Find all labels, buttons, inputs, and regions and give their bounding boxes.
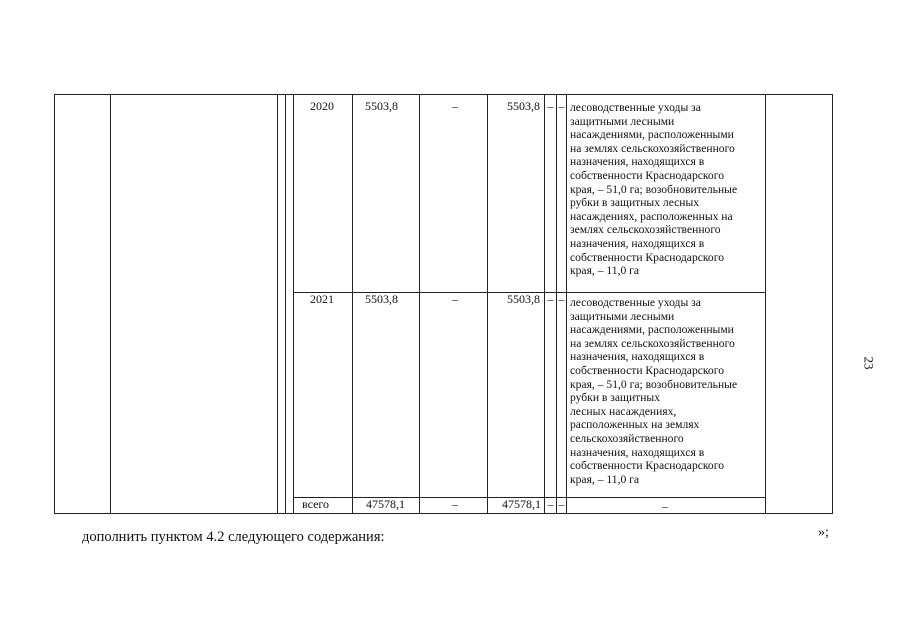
table-column-divider [352,94,353,514]
row-col-d: – [558,292,565,306]
total-col-b: 47578,1 [502,497,541,511]
total-col-c: – [547,497,554,511]
row-year: 2021 [310,292,334,306]
total-description: – [662,499,668,513]
row-year: 2020 [310,99,334,113]
row-description: лесоводственные уходы за защитными лесными насаждениями, расположенными на землях сельскохозяйственного назначения, находящихся в собственности Краснодарского края, – 51,0 га; возобновительные рубки в защитных лесных насаждениях, расположенных на землях сельскохозяйственного назначения, находящихся в собственности Краснодарского края, – 11,0 га [570,296,738,486]
row-col-a: – [452,99,458,113]
row-col-b: 5503,8 [507,292,540,306]
row-total: 5503,8 [365,292,398,306]
table-border-bottom [54,513,833,514]
table-column-divider [765,94,766,514]
table-column-divider [285,94,286,514]
table-border-left [54,94,55,514]
row-description: лесоводственные уходы за защитными лесными насаждениями, расположенными на землях сельскохозяйственного назначения, находящихся в собственности Краснодарского края, – 51,0 га; возобновительные рубки в защитных лесных насаждениях, расположенных на землях сельскохозяйственного назначения, находящихся в собственности Краснодарского края, – 11,0 га [570,101,738,278]
total-col-d: – [558,497,565,511]
table-column-divider [419,94,420,514]
row-col-d: – [558,99,565,113]
total-value: 47578,1 [366,497,405,511]
table-column-divider [293,94,294,514]
closing-quote-mark: »; [818,525,829,540]
row-col-c: – [547,99,554,113]
row-col-c: – [547,292,554,306]
total-col-a: – [452,497,458,511]
table-border-top [54,94,833,95]
table-column-divider [566,94,567,514]
table-column-divider [487,94,488,514]
table-column-divider [277,94,278,514]
row-col-a: – [452,292,458,306]
row-col-b: 5503,8 [507,99,540,113]
row-total: 5503,8 [365,99,398,113]
page-number: 23 [861,356,877,370]
table-border-right [832,94,833,514]
table-column-divider [110,94,111,514]
total-label: всего [302,497,330,511]
amendment-text: дополнить пунктом 4.2 следующего содержания: [82,529,385,545]
